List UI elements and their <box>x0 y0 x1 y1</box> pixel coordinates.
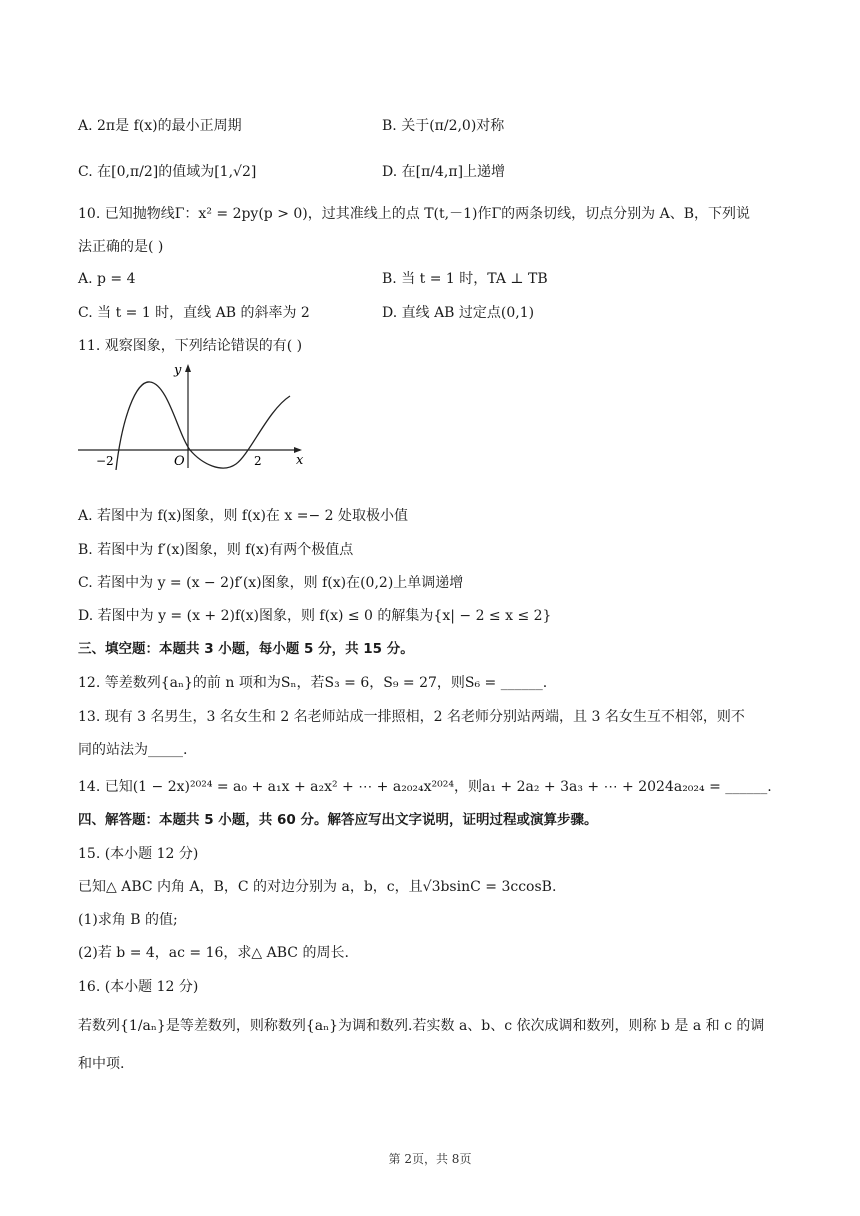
q9-option-c: C. 在[0,π/2]的值域为[1,√2] <box>78 164 257 180</box>
q11-function-graph <box>78 360 310 470</box>
q9-option-a: A. 2π是 f(x)的最小正周期 <box>78 118 242 134</box>
q16-line2: 和中项. <box>78 1056 125 1072</box>
x-axis-label: x <box>296 453 304 468</box>
q13-line1: 13. 现有 3 名男生，3 名女生和 2 名老师站成一排照相，2 名老师分别站两端，且 3 名女生互不相邻，则不 <box>78 709 745 725</box>
q15-part2: (2)若 b = 4，ac = 16，求△ ABC 的周长. <box>78 945 349 961</box>
q10-stem-line2: 法正确的是( ) <box>78 239 164 255</box>
section3-heading: 三、填空题：本题共 3 小题，每小题 5 分，共 15 分。 <box>78 641 414 657</box>
q16-line1: 若数列{1/aₙ}是等差数列，则称数列{aₙ}为调和数列.若实数 a、b、c 依次成调和数列，则称 b 是 a 和 c 的调 <box>78 1018 765 1034</box>
tick-label-neg2: −2 <box>96 454 114 468</box>
q11-stem: 11. 观察图象，下列结论错误的有( ) <box>78 338 303 354</box>
q15-part1: (1)求角 B 的值; <box>78 912 178 928</box>
y-axis-label: y <box>174 363 182 378</box>
q10-stem-line1: 10. 已知抛物线Γ：x² = 2py(p > 0)，过其准线上的点 T(t,－1)作Γ的两条切线，切点分别为 A、B，下列说 <box>78 206 751 222</box>
q16-header: 16. (本小题 12 分) <box>78 979 199 995</box>
q10-option-c: C. 当 t = 1 时，直线 AB 的斜率为 2 <box>78 305 310 321</box>
section4-heading: 四、解答题：本题共 5 小题，共 60 分。解答应写出文字说明，证明过程或演算步骤。 <box>78 812 598 828</box>
q11-option-b: B. 若图中为 f′(x)图象，则 f(x)有两个极值点 <box>78 542 354 558</box>
origin-label: O <box>174 454 185 469</box>
q9-option-b: B. 关于(π/2,0)对称 <box>382 118 505 134</box>
q9-option-d: D. 在[π/4,π]上递增 <box>382 164 506 180</box>
q13-line2: 同的站法为_____. <box>78 742 188 758</box>
page-footer: 第 2页，共 8页 <box>388 1152 472 1166</box>
q11-option-c: C. 若图中为 y = (x − 2)f′(x)图象，则 f(x)在(0,2)上单调递增 <box>78 575 464 591</box>
q10-option-d: D. 直线 AB 过定点(0,1) <box>382 305 535 321</box>
q10-option-b: B. 当 t = 1 时，TA ⊥ TB <box>382 271 548 287</box>
q12: 12. 等差数列{aₙ}的前 n 项和为Sₙ，若S₃ = 6，S₉ = 27，则S₆ = ______. <box>78 675 548 691</box>
function-curve <box>116 382 290 470</box>
tick-label-pos2: 2 <box>254 454 262 468</box>
y-axis-arrow-icon <box>185 364 191 372</box>
q15-header: 15. (本小题 12 分) <box>78 846 199 862</box>
q15-stem: 已知△ ABC 内角 A，B，C 的对边分别为 a，b，c，且√3bsinC = 3ccosB. <box>78 879 557 895</box>
q10-option-a: A. p = 4 <box>78 271 136 287</box>
q11-option-a: A. 若图中为 f(x)图象，则 f(x)在 x =− 2 处取极小值 <box>78 508 408 524</box>
q14: 14. 已知(1 − 2x)²⁰²⁴ = a₀ + a₁x + a₂x² + ⋯ + a₂₀₂₄x²⁰²⁴，则a₁ + 2a₂ + 3a₃ + ⋯ + 2024a₂₀₂₄ = ______. <box>78 779 772 795</box>
q11-option-d: D. 若图中为 y = (x + 2)f(x)图象，则 f(x) ≤ 0 的解集为{x| − 2 ≤ x ≤ 2} <box>78 608 552 624</box>
